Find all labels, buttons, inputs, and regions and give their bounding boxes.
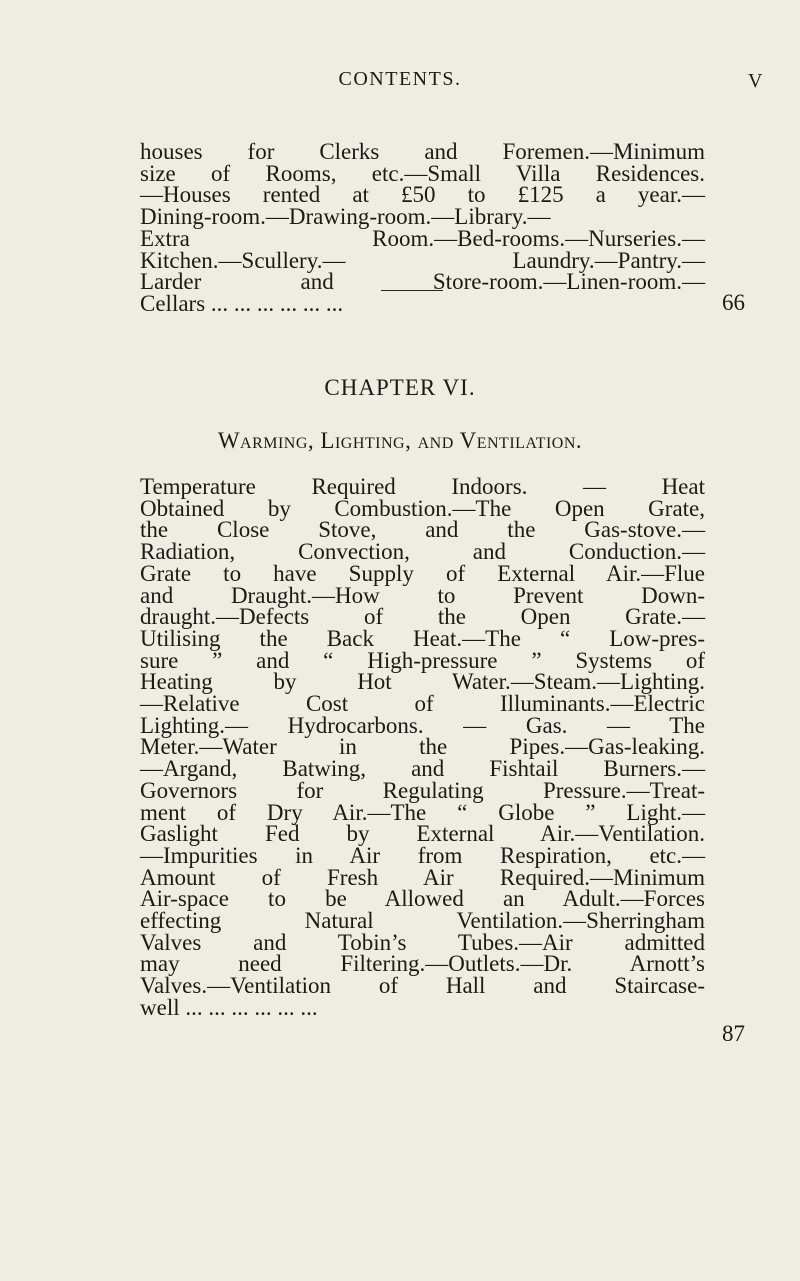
chapter-entry-page-number: 87: [722, 1021, 745, 1046]
running-head-page-number: V: [748, 70, 763, 92]
text-line: —Relative Cost of Illuminants.—Electric: [140, 691, 705, 717]
chapter-subtitle: Warming, Lighting, and Ventilation.: [217, 428, 583, 453]
text-line: the Close Stove, and the Gas-stove.—: [140, 517, 705, 543]
text-line: houses for Clerks and Foremen.—Minimum: [140, 139, 705, 164]
chapter-heading: CHAPTER VI.: [324, 375, 476, 400]
continued-entry-page-number: 66: [722, 290, 745, 315]
text-line: Lighting.— Hydrocarbons. — Gas. — The: [140, 712, 705, 738]
text-line: —Argand, Batwing, and Fishtail Burners.—: [140, 756, 705, 782]
text-line: and Draught.—How to Prevent Down-: [140, 582, 705, 608]
text-line: —Houses rented at £50 to £125 a year.—: [140, 182, 705, 208]
text-line: Kitchen.—Scullery.— Laundry.—Pantry.—: [140, 247, 705, 273]
continued-contents-entry: [140, 141, 705, 315]
text-line: Valves.—Ventilation of Hall and Staircase-: [140, 973, 705, 999]
running-head: [0, 68, 800, 98]
text-line: Cellars ... ... ... ... ... ...: [140, 290, 344, 316]
text-line: Gaslight Fed by External Air.—Ventilation.: [140, 821, 705, 847]
continued-entry-text: [140, 141, 705, 315]
text-line: ment of Dry Air.—The “ Globe ” Light.—: [140, 799, 705, 825]
chapter-contents-entry: [140, 476, 705, 1019]
text-line: effecting Natural Ventilation.—Sherringham: [140, 908, 705, 934]
text-line: Air-space to be Allowed an Adult.—Forces: [140, 886, 705, 912]
text-line: Temperature Required Indoors. — Heat: [140, 474, 705, 499]
text-line: well ... ... ... ... ... ...: [140, 994, 318, 1020]
text-line: Heating by Hot Water.—Steam.—Lighting.: [140, 669, 705, 695]
running-head-title: CONTENTS.: [338, 68, 462, 90]
section-divider-rule: [381, 290, 443, 291]
text-line: Governors for Regulating Pressure.—Treat-: [140, 777, 705, 803]
text-line: —Impurities in Air from Respiration, etc.—: [140, 842, 705, 868]
text-line: Meter.—Water in the Pipes.—Gas-leaking.: [140, 734, 705, 760]
text-line: size of Rooms, etc.—Small Villa Residences.: [140, 160, 705, 186]
text-line: Larder and Store-room.—Linen-room.—: [140, 269, 705, 295]
chapter-entry-text: [140, 476, 705, 1019]
text-line: Amount of Fresh Air Required.—Minimum: [140, 864, 705, 890]
text-line: Grate to have Supply of External Air.—Flue: [140, 560, 705, 586]
text-line: Dining-room.—Drawing-room.—Library.—: [140, 204, 551, 230]
text-line: Extra Room.—Bed-rooms.—Nurseries.—: [140, 225, 705, 251]
text-line: Valves and Tobin’s Tubes.—Air admitted: [140, 929, 705, 955]
text-line: Utilising the Back Heat.—The “ Low-pres-: [140, 625, 705, 651]
text-line: Radiation, Convection, and Conduction.—: [140, 539, 705, 565]
text-line: sure ” and “ High-pressure ” Systems of: [140, 647, 705, 673]
text-line: Obtained by Combustion.—The Open Grate,: [140, 495, 705, 521]
text-line: may need Filtering.—Outlets.—Dr. Arnott’s: [140, 951, 705, 977]
text-line: draught.—Defects of the Open Grate.—: [140, 604, 705, 630]
